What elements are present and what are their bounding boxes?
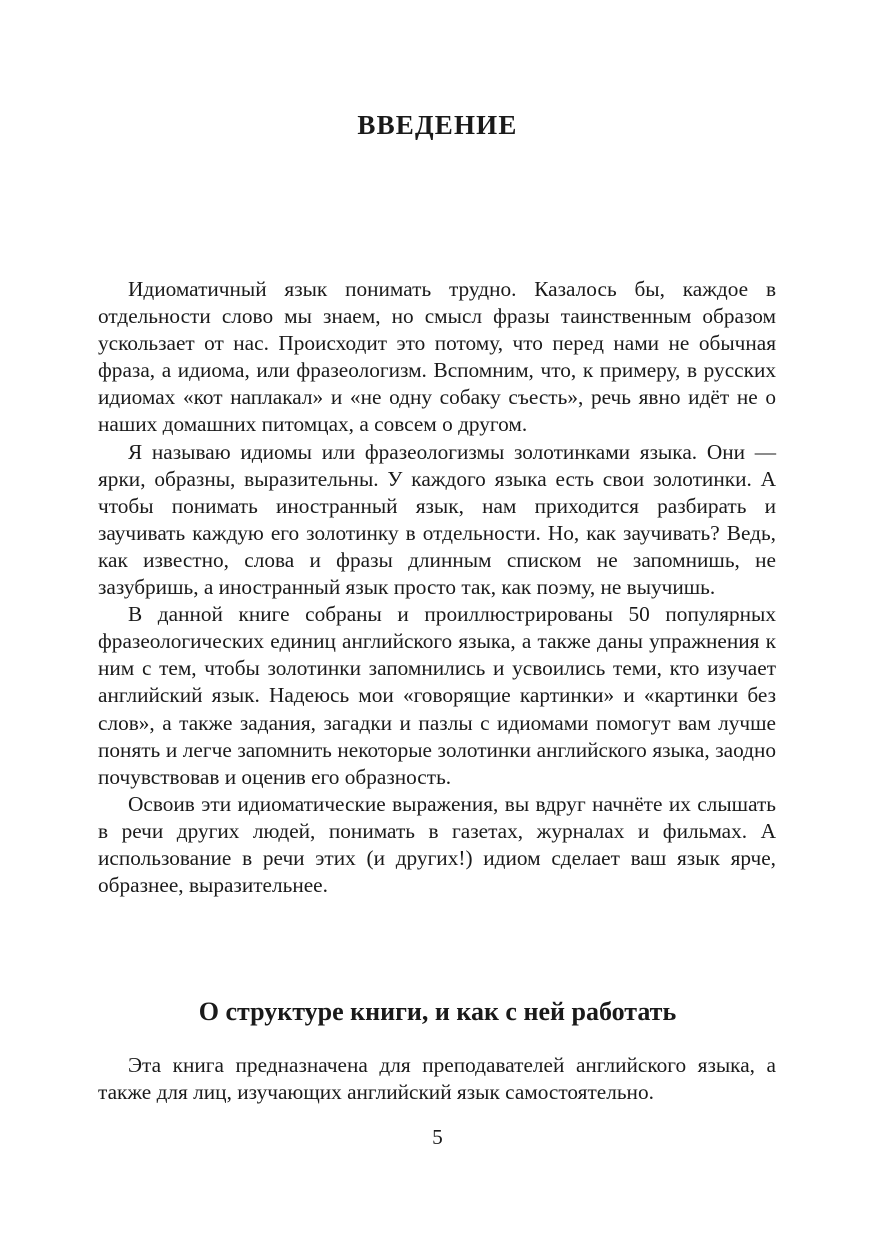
intro-paragraph: Я называю идиомы или фразеологизмы золотинками языка. Они — ярки, образны, выразительны. У каждого языка есть свои золотинки. А чтобы понимать иностранный язык, нам приходится разбирать и заучивать каждую его золотинку в отдельности. Но, как заучивать? Ведь, как известно, слова и фразы длинным списком не запомнишь, не зазубришь, а иностранный язык просто так, как поэму, не выучишь.: [98, 439, 776, 600]
intro-text: [98, 276, 776, 899]
intro-paragraph: Идиоматичный язык понимать трудно. Казалось бы, каждое в отдельности слово мы знаем, но смысл фразы таинственным образом ускользает от нас. Происходит это потому, что перед нами не обычная фраза, а идиома, или фразеологизм. Вспомним, что, к примеру, в русских идиомах «кот наплакал» и «не одну собаку съесть», речь явно идёт не о наших домашних питомцах, а совсем о другом.: [98, 277, 776, 437]
structure-text: [98, 1052, 776, 1106]
page-number: 5: [432, 1125, 443, 1149]
intro-paragraph: В данной книге собраны и проиллюстрированы 50 популярных фразеологических единиц английского языка, а также даны упражнения к ним с тем, чтобы золотинки запомнились и усвоились теми, кто изучает английский язык. Надеюсь мои «говорящие картинки» и «картинки без слов», а также задания, загадки и пазлы с идиомами помогут вам лучше понять и легче запомнить некоторые золотинки английского языка, заодно почувствовав и оценив его образность.: [98, 602, 776, 789]
chapter-title: ВВЕДЕНИЕ: [357, 110, 518, 140]
structure-paragraph: Эта книга предназначена для преподавателей английского языка, а также для лиц, изучающих английский язык самостоятельно.: [98, 1053, 776, 1105]
intro-paragraph: Освоив эти идиоматические выражения, вы вдруг начнёте их слышать в речи других людей, понимать в газетах, журналах и фильмах. А использование в речи этих (и других!) идиом сделает ваш язык ярче, образнее, выразительнее.: [98, 791, 776, 898]
section-title: О структуре книги, и как с ней работать: [198, 997, 677, 1026]
